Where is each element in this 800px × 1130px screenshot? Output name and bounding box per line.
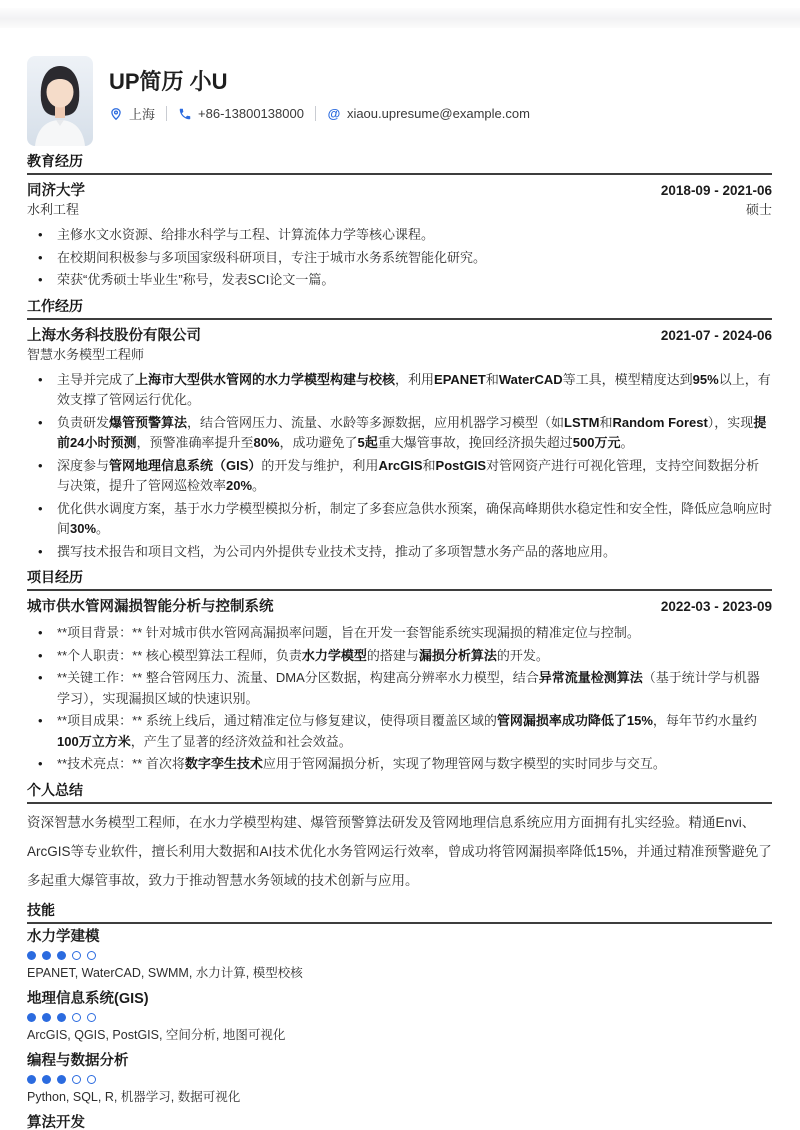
level-dot-empty xyxy=(87,951,96,960)
education-bullet-list xyxy=(27,225,772,291)
plain-text: 荣获“优秀硕士毕业生”称号，发表SCI论文一篇。 xyxy=(57,272,335,287)
plain-text: ，每年节约水量约 xyxy=(652,713,757,728)
plain-text: ，产生了显著的经济效益和社会效益。 xyxy=(130,733,352,749)
plain-text: 应用于管网漏损分析，实现了物理管网与数字模型的实时同步与交互。 xyxy=(262,756,666,771)
page-top-shadow xyxy=(0,8,800,28)
section-work xyxy=(27,298,772,563)
bullet-item xyxy=(27,711,772,752)
plain-text: 主导并完成了 xyxy=(57,371,136,387)
skill-name: 水力学建模 xyxy=(27,928,100,945)
highlighted-text: 95% xyxy=(692,371,719,387)
contact-email xyxy=(327,106,530,121)
level-dot-empty xyxy=(87,1013,96,1022)
bullet-item xyxy=(27,370,772,411)
section-title-project: 项目经历 xyxy=(27,569,772,591)
plain-text: ，成功避免了 xyxy=(279,435,358,450)
resume-content xyxy=(0,56,800,1130)
plain-text: 。 xyxy=(620,435,634,450)
email-text: xiaou.upresume@example.com xyxy=(346,106,530,121)
plain-text: ，预警准确率提升至 xyxy=(136,435,254,450)
plain-text: 负责研发 xyxy=(57,414,110,430)
project-entry-head xyxy=(27,598,772,616)
skill-keywords: ArcGIS, QGIS, PostGIS, 空间分析, 地图可视化 xyxy=(27,1027,286,1042)
highlighted-text: 漏损分析算法 xyxy=(418,647,497,663)
plain-text: 深度参与 xyxy=(57,457,110,473)
highlighted-text: 数字孪生技术 xyxy=(184,756,263,771)
plain-text: 和 xyxy=(485,371,499,387)
plain-text: **技术亮点：** 首次将 xyxy=(57,756,185,771)
plain-text: **个人职责：** 核心模型算法工程师，负责 xyxy=(57,647,302,663)
skill-name: 算法开发 xyxy=(27,1114,85,1130)
plain-text: 。 xyxy=(252,478,266,493)
plain-text: （基于统计学与机器学习），实现漏损区域的快速识别。 xyxy=(57,670,760,706)
job-title: 智慧水务模型工程师 xyxy=(27,346,145,362)
bullet-item xyxy=(27,623,772,644)
level-dot-empty xyxy=(72,1075,81,1084)
degree-name: 硕士 xyxy=(745,202,772,217)
plain-text: 等工具，模型精度达到 xyxy=(562,371,693,387)
section-education xyxy=(27,153,772,291)
project-name: 城市供水管网漏损智能分析与控制系统 xyxy=(27,599,274,615)
education-entry-head xyxy=(27,182,772,200)
phone-icon xyxy=(178,107,192,121)
contact-divider xyxy=(166,106,167,121)
skill-level-dots xyxy=(27,1075,772,1084)
work-entry-head xyxy=(27,327,772,345)
highlighted-text: EPANET xyxy=(434,371,486,387)
education-period: 2018-09 - 2021-06 xyxy=(660,183,772,198)
plain-text: 。 xyxy=(96,521,110,536)
plain-text: 和 xyxy=(599,414,613,430)
education-entry-sub xyxy=(27,202,772,218)
highlighted-text: 5起 xyxy=(357,435,378,450)
project-bullet-list xyxy=(27,623,772,775)
section-title-summary: 个人总结 xyxy=(27,782,772,804)
level-dot-empty xyxy=(72,1013,81,1022)
contact-divider xyxy=(315,106,316,121)
skill-item xyxy=(27,929,772,981)
skills-list xyxy=(27,929,772,1130)
work-bullet-list xyxy=(27,370,772,563)
section-title-work: 工作经历 xyxy=(27,298,772,320)
highlighted-text: WaterCAD xyxy=(498,371,563,387)
skill-name: 编程与数据分析 xyxy=(27,1052,129,1069)
level-dot-filled xyxy=(57,1075,66,1084)
level-dot-filled xyxy=(27,951,36,960)
plain-text: 的开发与维护，利用 xyxy=(261,457,379,473)
plain-text: **关键工作：** 整合管网压力、流量、DMA分区数据，构建高分辨率水力模型，结合 xyxy=(57,670,539,685)
plain-text: 优化供水调度方案，基于水力学模型模拟分析，制定了多套应急供水预案，确保高峰期供水稳定性和安全性，降低应急响应时间 xyxy=(57,500,773,536)
plain-text: 撰写技术报告和项目文档，为公司内外提供专业技术支持，推动了多项智慧水务产品的落地应用。 xyxy=(57,543,617,559)
summary-text: 资深智慧水务模型工程师，在水力学模型构建、爆管预警算法研发及管网地理信息系统应用方面拥有扎实经验。精通Envi、ArcGIS等专业软件，擅长利用大数据和AI技术优化水务管网运行效率，曾成功将管网漏损率降低15%，并通过精准预警避免了多起重大爆管事故，致力于推动智慧水务领域的技术创新与应用。 xyxy=(27,814,772,888)
highlighted-text: 20% xyxy=(226,478,253,493)
highlighted-text: 管网地理信息系统（GIS） xyxy=(109,457,262,473)
plain-text: 以上，有效支撑了管网运行优化。 xyxy=(57,371,771,407)
phone-text: +86-13800138000 xyxy=(198,106,304,121)
plain-text: 的搭建与 xyxy=(366,647,419,663)
highlighted-text: 80% xyxy=(253,435,280,450)
skill-item xyxy=(27,1053,772,1105)
resume-header xyxy=(27,56,772,146)
section-summary xyxy=(27,782,772,895)
bullet-item xyxy=(27,456,772,497)
candidate-name: UP简历 小U xyxy=(109,69,228,94)
level-dot-filled xyxy=(57,951,66,960)
plain-text: 重大爆管事故，挽回经济损失超过 xyxy=(377,435,573,450)
skill-level-dots xyxy=(27,951,772,960)
bullet-item xyxy=(27,668,772,709)
level-dot-filled xyxy=(27,1075,36,1084)
plain-text: **项目成果：** 系统上线后，通过精准定位与修复建议，使得项目覆盖区域的 xyxy=(57,713,497,728)
highlighted-text: 上海市大型供水管网的水力学模型构建与校核 xyxy=(135,371,396,387)
bullet-item xyxy=(27,270,772,291)
section-skills xyxy=(27,902,772,1130)
plain-text: **项目背景：** 针对城市供水管网高漏损率问题，旨在开发一套智能系统实现漏损的精准定位与控制。 xyxy=(57,625,640,640)
work-entry-sub xyxy=(27,347,772,363)
bullet-item xyxy=(27,225,772,246)
highlighted-text: 30% xyxy=(70,521,97,536)
plain-text: 主修水文水资源、给排水科学与工程、计算流体力学等核心课程。 xyxy=(57,227,435,242)
highlighted-text: 水力学模型 xyxy=(301,647,367,663)
highlighted-text: 爆管预警算法 xyxy=(109,414,188,430)
section-title-education: 教育经历 xyxy=(27,153,772,175)
highlighted-text: ArcGIS xyxy=(378,457,423,473)
contact-row xyxy=(109,104,530,123)
section-title-skills: 技能 xyxy=(27,902,772,924)
plain-text: 的开发。 xyxy=(496,647,549,663)
profile-photo xyxy=(27,56,93,146)
company-name: 上海水务科技股份有限公司 xyxy=(27,327,201,344)
level-dot-filled xyxy=(27,1013,36,1022)
bullet-item xyxy=(27,646,772,667)
skill-item xyxy=(27,991,772,1043)
major-name: 水利工程 xyxy=(27,202,80,217)
highlighted-text: 异常流量检测算法 xyxy=(538,670,643,685)
level-dot-empty xyxy=(72,951,81,960)
skill-keywords: Python, SQL, R, 机器学习, 数据可视化 xyxy=(27,1089,241,1104)
school-name: 同济大学 xyxy=(27,183,85,199)
skill-keywords: EPANET, WaterCAD, SWMM, 水力计算, 模型校核 xyxy=(27,965,303,980)
bullet-item xyxy=(27,754,772,775)
bullet-item xyxy=(27,499,772,540)
highlighted-text: 500万元 xyxy=(572,435,621,450)
level-dot-filled xyxy=(42,951,51,960)
highlighted-text: LSTM xyxy=(564,414,600,430)
section-project xyxy=(27,569,772,775)
plain-text: 在校期间积极参与多项国家级科研项目，专注于城市水务系统智能化研究。 xyxy=(57,249,487,265)
profile-photo-graphic xyxy=(27,56,93,146)
highlighted-text: 管网漏损率成功降低了15% xyxy=(496,713,653,728)
highlighted-text: 提前24小时预测 xyxy=(57,414,767,450)
header-text xyxy=(109,56,530,123)
plain-text: ），实现 xyxy=(707,414,754,430)
location-text: 上海 xyxy=(129,107,156,122)
level-dot-filled xyxy=(57,1013,66,1022)
skill-level-dots xyxy=(27,1013,772,1022)
highlighted-text: Random Forest xyxy=(612,414,708,430)
plain-text: ，利用 xyxy=(395,371,435,387)
highlighted-text: PostGIS xyxy=(435,457,487,473)
contact-phone xyxy=(178,106,304,121)
bullet-item xyxy=(27,248,772,269)
project-period: 2022-03 - 2023-09 xyxy=(660,599,772,614)
skill-item xyxy=(27,1115,772,1130)
level-dot-filled xyxy=(42,1013,51,1022)
work-period: 2021-07 - 2024-06 xyxy=(660,327,772,343)
highlighted-text: 100万立方米 xyxy=(57,733,131,749)
skill-name: 地理信息系统(GIS) xyxy=(27,990,149,1007)
plain-text: 对管网资产进行可视化管理，支持空间数据分析与决策，提升了管网巡检效率 xyxy=(57,457,760,493)
level-dot-empty xyxy=(87,1075,96,1084)
at-icon: @ xyxy=(327,105,341,121)
contact-location xyxy=(109,104,155,123)
plain-text: 和 xyxy=(422,457,436,473)
bullet-item xyxy=(27,413,772,454)
bullet-item xyxy=(27,542,772,563)
plain-text: ，结合管网压力、流量、水龄等多源数据，应用机器学习模型（如 xyxy=(187,414,565,430)
location-pin-icon xyxy=(109,107,123,121)
level-dot-filled xyxy=(42,1075,51,1084)
